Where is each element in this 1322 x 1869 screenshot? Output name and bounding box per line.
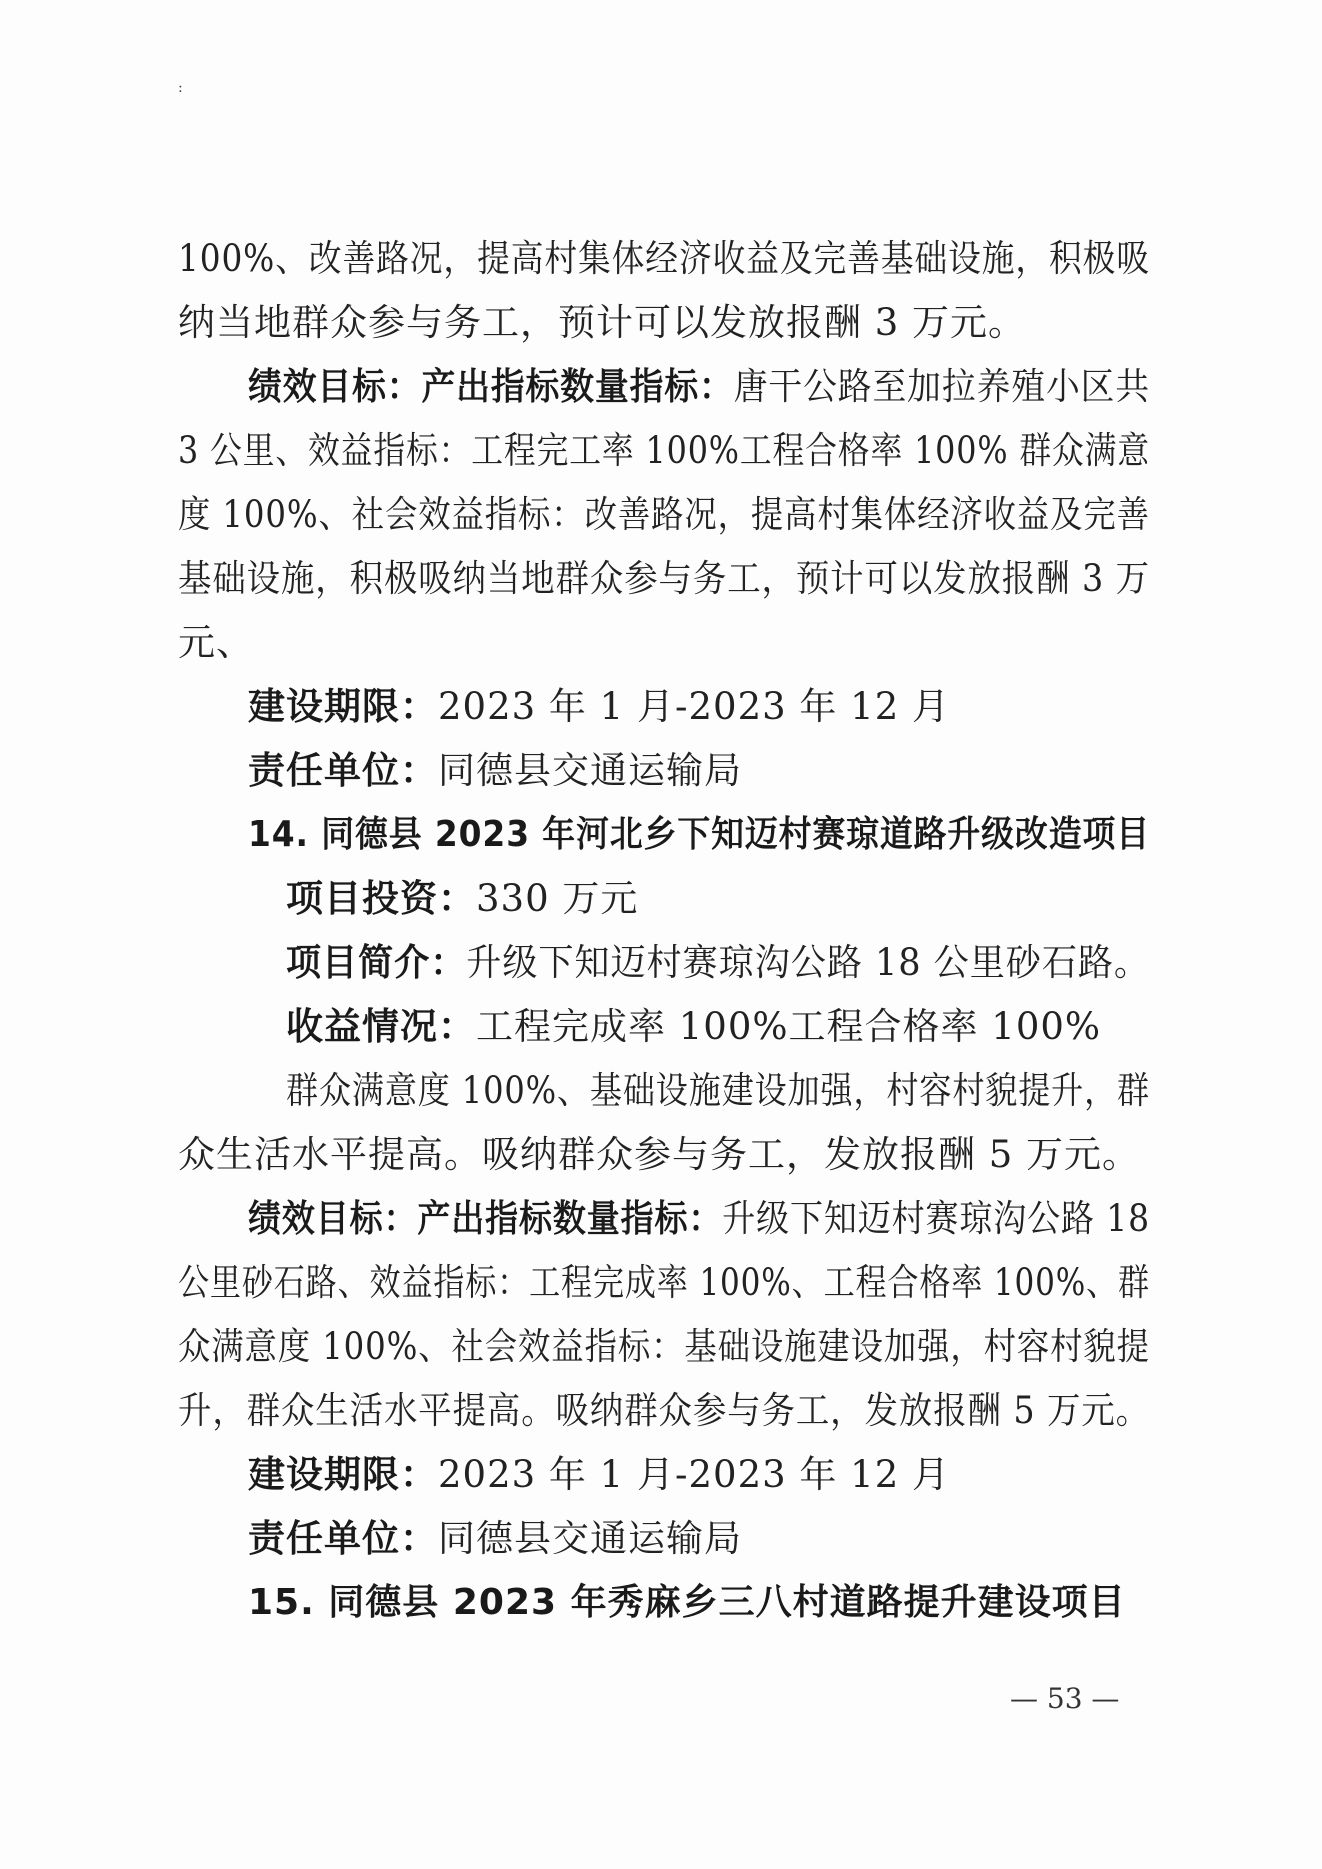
line-text: 公里砂石路、效益指标：工程完成率 100%、工程合格率 100%、群 bbox=[178, 1261, 1150, 1304]
line-text: 众满意度 100%、社会效益指标：基础设施建设加强，村容村貌提 bbox=[178, 1325, 1150, 1368]
heading-text: 15. 同德县 2023 年秀麻乡三八村道路提升建设项目 bbox=[248, 1582, 1126, 1623]
field-label: 项目投资： bbox=[286, 877, 476, 920]
paragraph-line bbox=[286, 1068, 1150, 1114]
paragraph-line bbox=[178, 1132, 1140, 1178]
paragraph-line bbox=[248, 748, 742, 794]
field-label: 绩效目标：产出指标数量指标： bbox=[248, 365, 734, 408]
paragraph-line bbox=[178, 492, 1150, 538]
paragraph-line bbox=[178, 620, 254, 666]
field-label: 建设期限： bbox=[248, 1453, 438, 1496]
paragraph-line bbox=[286, 876, 638, 922]
paragraph-line bbox=[178, 1324, 1150, 1370]
field-label: 收益情况： bbox=[286, 1005, 476, 1048]
line-text: 基础设施，积极吸纳当地群众参与务工，预计可以发放报酬 3 万 bbox=[178, 557, 1151, 600]
section-heading bbox=[248, 812, 1150, 858]
field-label: 项目简介： bbox=[286, 941, 467, 984]
line-text: 众生活水平提高。吸纳群众参与务工，发放报酬 5 万元。 bbox=[178, 1133, 1141, 1176]
paragraph-line bbox=[178, 556, 1150, 602]
line-text: 330 万元 bbox=[476, 877, 639, 920]
line-text: 2023 年 1 月-2023 年 12 月 bbox=[438, 1453, 951, 1496]
paragraph-line bbox=[248, 1516, 742, 1562]
line-text: 升级下知迈村赛琼沟公路 18 公里砂石路。 bbox=[466, 941, 1150, 984]
field-label: 责任单位： bbox=[248, 749, 438, 792]
line-text: 升，群众生活水平提高。吸纳群众参与务工，发放报酬 5 万元。 bbox=[178, 1389, 1151, 1432]
paragraph-line bbox=[286, 1004, 1101, 1050]
paragraph-line bbox=[178, 236, 1150, 282]
line-text: 唐干公路至加拉养殖小区共 bbox=[733, 365, 1151, 408]
line-text: 纳当地群众参与务工，预计可以发放报酬 3 万元。 bbox=[178, 301, 1027, 344]
line-text: 元、 bbox=[178, 621, 254, 664]
line-text: 同德县交通运输局 bbox=[438, 749, 742, 792]
paragraph-line bbox=[248, 1196, 1150, 1242]
line-text: 群众满意度 100%、基础设施建设加强，村容村貌提升，群 bbox=[286, 1069, 1151, 1112]
paragraph-line bbox=[178, 428, 1150, 474]
section-heading bbox=[248, 1580, 1126, 1626]
field-label: 建设期限： bbox=[248, 685, 438, 728]
line-text: 度 100%、社会效益指标：改善路况，提高村集体经济收益及完善 bbox=[178, 493, 1150, 536]
line-text: 工程完成率 100%工程合格率 100% bbox=[476, 1005, 1102, 1048]
heading-text: 14. 同德县 2023 年河北乡下知迈村赛琼道路升级改造项目 bbox=[248, 814, 1150, 855]
paragraph-line bbox=[178, 1388, 1150, 1434]
line-text: 3 公里、效益指标：工程完工率 100%工程合格率 100% 群众满意 bbox=[178, 429, 1151, 472]
line-text: 同德县交通运输局 bbox=[438, 1517, 742, 1560]
corner-mark: : bbox=[178, 80, 183, 96]
field-label: 绩效目标：产出指标数量指标： bbox=[248, 1197, 723, 1240]
paragraph-line bbox=[178, 300, 1026, 346]
field-label: 责任单位： bbox=[248, 1517, 438, 1560]
paragraph-line bbox=[248, 684, 950, 730]
paragraph-line bbox=[178, 1260, 1150, 1306]
line-text: 100%、改善路况，提高村集体经济收益及完善基础设施，积极吸 bbox=[178, 237, 1150, 280]
paragraph-line bbox=[248, 1452, 950, 1498]
paragraph-line bbox=[286, 940, 1150, 986]
page-number: — 53 — bbox=[1010, 1682, 1120, 1715]
line-text: 升级下知迈村赛琼沟公路 18 bbox=[722, 1197, 1150, 1240]
paragraph-line bbox=[248, 364, 1150, 410]
line-text: 2023 年 1 月-2023 年 12 月 bbox=[438, 685, 951, 728]
